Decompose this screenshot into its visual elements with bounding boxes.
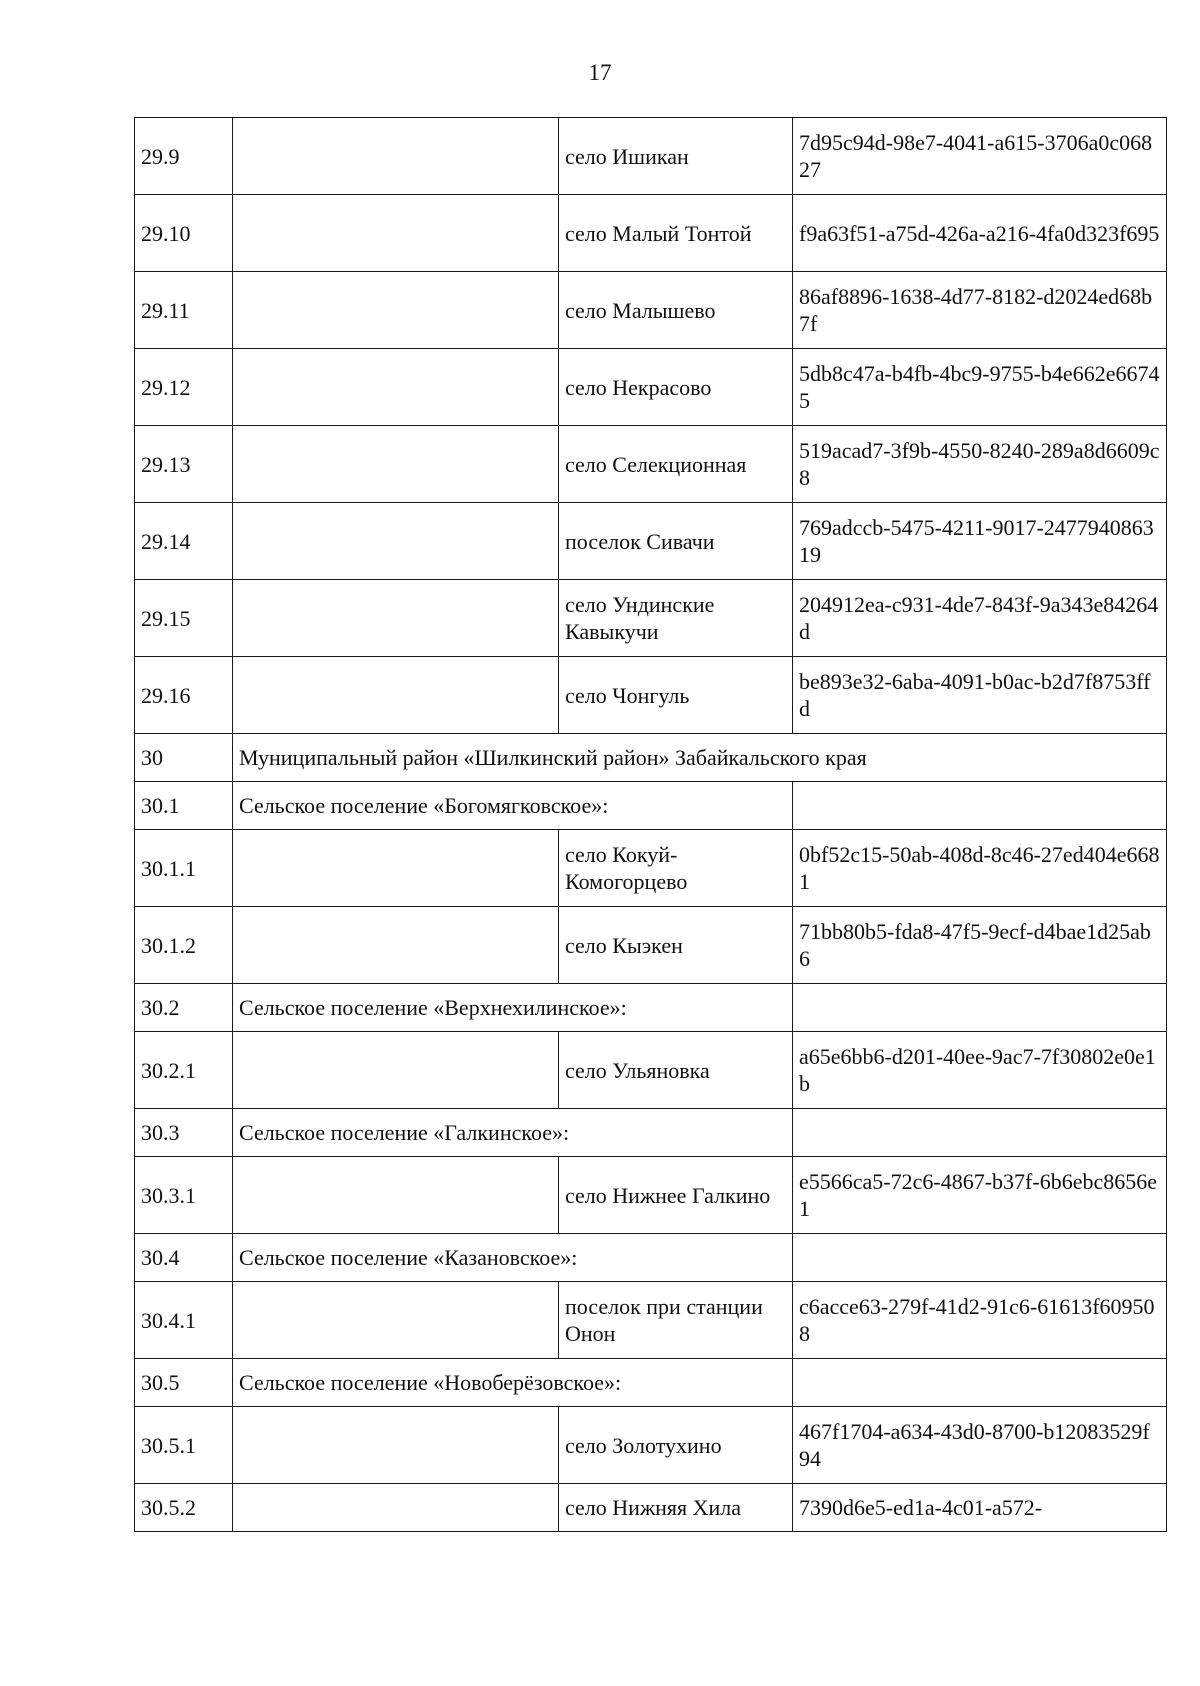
row-number: 29.15 (135, 580, 233, 657)
row-number: 29.9 (135, 118, 233, 195)
fias-id: 7d95c94d-98e7-4041-a615-3706a0c06827 (793, 118, 1167, 195)
place-name: село Ульяновка (559, 1032, 793, 1109)
settlements-table (134, 117, 1167, 1532)
row-number: 30.5.1 (135, 1407, 233, 1484)
settlement-row (135, 1359, 1167, 1407)
fias-id: 519acad7-3f9b-4550-8240-289a8d6609c8 (793, 426, 1167, 503)
place-name: село Нижняя Хила (559, 1484, 793, 1532)
fias-id: 769adccb-5475-4211-9017-247794086319 (793, 503, 1167, 580)
fias-id: 86af8896-1638-4d77-8182-d2024ed68b7f (793, 272, 1167, 349)
place-name: село Малый Тонтой (559, 195, 793, 272)
fias-id: f9a63f51-a75d-426a-a216-4fa0d323f695 (793, 195, 1167, 272)
table-row (135, 1157, 1167, 1234)
settlement-row (135, 1234, 1167, 1282)
empty-cell (233, 118, 559, 195)
empty-cell (233, 349, 559, 426)
row-number: 30.4 (135, 1234, 233, 1282)
table-row (135, 1282, 1167, 1359)
settlement-row (135, 1109, 1167, 1157)
empty-cell (233, 195, 559, 272)
row-number: 30.1.1 (135, 830, 233, 907)
table-row (135, 830, 1167, 907)
settlement-name: Сельское поселение «Новоберёзовское»: (233, 1359, 793, 1407)
row-number: 30.3 (135, 1109, 233, 1157)
table-row (135, 272, 1167, 349)
row-number: 30 (135, 734, 233, 782)
district-name: Муниципальный район «Шилкинский район» Забайкальского края (233, 734, 1167, 782)
place-name: село Ундинские Кавыкучи (559, 580, 793, 657)
table-row (135, 503, 1167, 580)
empty-cell (233, 426, 559, 503)
fias-id: a65e6bb6-d201-40ee-9ac7-7f30802e0e1b (793, 1032, 1167, 1109)
row-number: 30.4.1 (135, 1282, 233, 1359)
empty-cell (233, 1282, 559, 1359)
row-number: 29.12 (135, 349, 233, 426)
place-name: село Золотухино (559, 1407, 793, 1484)
settlement-row (135, 984, 1167, 1032)
place-name: село Кокуй-Комогорцево (559, 830, 793, 907)
empty-cell (233, 907, 559, 984)
row-number: 29.16 (135, 657, 233, 734)
empty-cell (793, 984, 1167, 1032)
settlement-name: Сельское поселение «Галкинское»: (233, 1109, 793, 1157)
empty-cell (233, 1032, 559, 1109)
row-number: 30.1 (135, 782, 233, 830)
empty-cell (233, 657, 559, 734)
empty-cell (233, 1157, 559, 1234)
empty-cell (793, 1234, 1167, 1282)
fias-id: 0bf52c15-50ab-408d-8c46-27ed404e6681 (793, 830, 1167, 907)
fias-id: 7390d6e5-ed1a-4c01-a572- (793, 1484, 1167, 1532)
empty-cell (233, 1407, 559, 1484)
place-name: село Некрасово (559, 349, 793, 426)
settlement-row (135, 782, 1167, 830)
row-number: 30.2.1 (135, 1032, 233, 1109)
empty-cell (233, 272, 559, 349)
empty-cell (233, 1484, 559, 1532)
empty-cell (793, 1359, 1167, 1407)
district-row (135, 734, 1167, 782)
place-name: село Нижнее Галкино (559, 1157, 793, 1234)
row-number: 29.13 (135, 426, 233, 503)
fias-id: c6acce63-279f-41d2-91c6-61613f609508 (793, 1282, 1167, 1359)
table-row (135, 426, 1167, 503)
table-row (135, 1032, 1167, 1109)
row-number: 30.2 (135, 984, 233, 1032)
fias-id: 204912ea-c931-4de7-843f-9a343e84264d (793, 580, 1167, 657)
place-name: село Селекционная (559, 426, 793, 503)
settlement-name: Сельское поселение «Верхнехилинское»: (233, 984, 793, 1032)
fias-id: e5566ca5-72c6-4867-b37f-6b6ebc8656e1 (793, 1157, 1167, 1234)
fias-id: 467f1704-a634-43d0-8700-b12083529f94 (793, 1407, 1167, 1484)
page-number: 17 (588, 60, 612, 85)
empty-cell (793, 782, 1167, 830)
empty-cell (793, 1109, 1167, 1157)
table-row (135, 657, 1167, 734)
row-number: 29.11 (135, 272, 233, 349)
fias-id: 5db8c47a-b4fb-4bc9-9755-b4e662e66745 (793, 349, 1167, 426)
fias-id: be893e32-6aba-4091-b0ac-b2d7f8753ffd (793, 657, 1167, 734)
place-name: село Ишикан (559, 118, 793, 195)
empty-cell (233, 830, 559, 907)
table-row (135, 907, 1167, 984)
table-row (135, 195, 1167, 272)
place-name: село Малышево (559, 272, 793, 349)
place-name: село Кыэкен (559, 907, 793, 984)
row-number: 30.5 (135, 1359, 233, 1407)
place-name: поселок при станции Онон (559, 1282, 793, 1359)
settlement-name: Сельское поселение «Казановское»: (233, 1234, 793, 1282)
row-number: 30.3.1 (135, 1157, 233, 1234)
row-number: 29.10 (135, 195, 233, 272)
table-row (135, 580, 1167, 657)
place-name: село Чонгуль (559, 657, 793, 734)
row-number: 29.14 (135, 503, 233, 580)
row-number: 30.5.2 (135, 1484, 233, 1532)
table-row (135, 349, 1167, 426)
empty-cell (233, 580, 559, 657)
table-row (135, 118, 1167, 195)
place-name: поселок Сивачи (559, 503, 793, 580)
table-row (135, 1484, 1167, 1532)
table-row (135, 1407, 1167, 1484)
fias-id: 71bb80b5-fda8-47f5-9ecf-d4bae1d25ab6 (793, 907, 1167, 984)
empty-cell (233, 503, 559, 580)
row-number: 30.1.2 (135, 907, 233, 984)
settlement-name: Сельское поселение «Богомягковское»: (233, 782, 793, 830)
